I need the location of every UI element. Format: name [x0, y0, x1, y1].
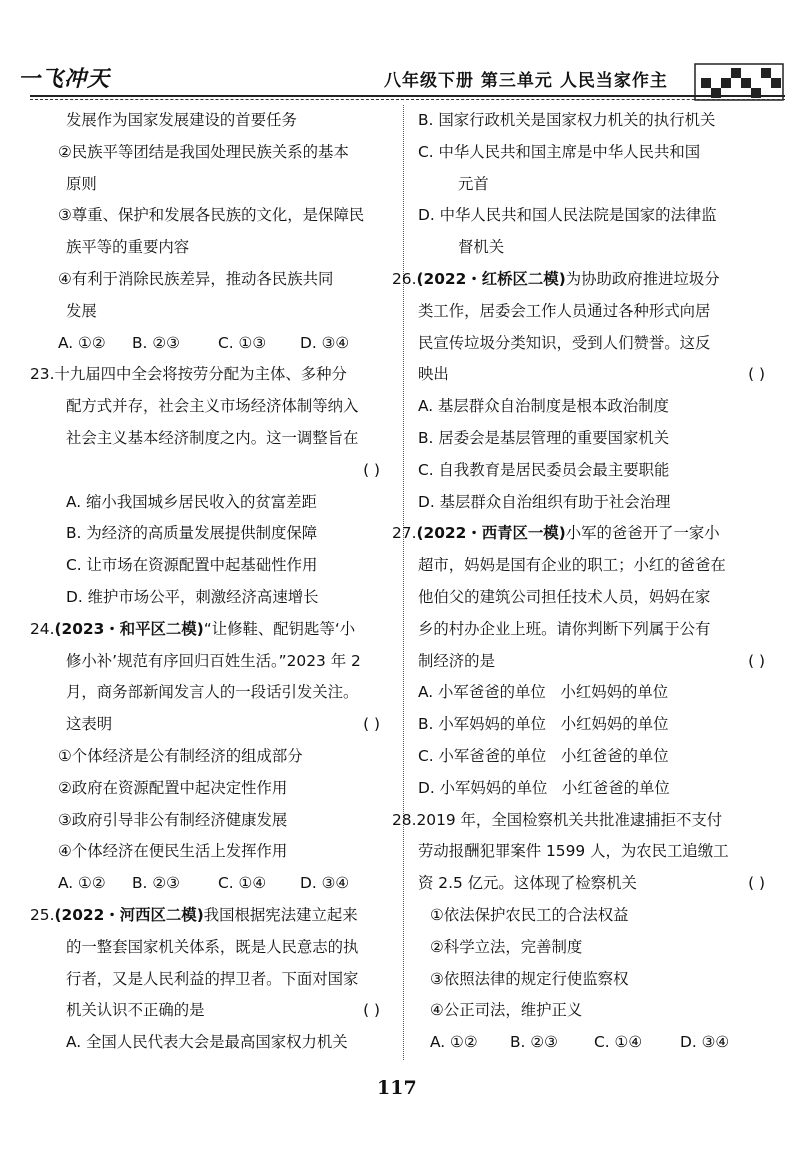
- statement-4: ④个体经济在便民生活上发挥作用: [58, 842, 288, 861]
- question-stem: 2019 年，全国检察机关共批准逮捕拒不支付: [416, 810, 723, 829]
- header-dashed-rule: [30, 99, 785, 100]
- option-a: A. 全国人民代表大会是最高国家权力机关: [66, 1033, 348, 1052]
- question-number: 24.: [30, 619, 55, 638]
- source-tag: (2022・西青区一模): [416, 524, 566, 543]
- question-stem-line: 映出: [418, 365, 449, 384]
- question-stem-line: 月，商务部新闻发言人的一段话引发关注。: [66, 683, 359, 702]
- answer-choice: D. ③④: [300, 333, 350, 352]
- q28-answer-choices: [418, 1027, 773, 1059]
- answer-choice: C. ①③: [218, 333, 267, 352]
- question-23: [30, 359, 388, 613]
- option-d: D. 基层群众自治组织有助于社会治理: [418, 492, 671, 511]
- q22-option-3-cont: 族平等的重要内容: [66, 238, 190, 257]
- question-stem-line: 超市，妈妈是国有企业的职工；小红的爸爸在: [418, 556, 726, 575]
- question-stem-line: 这表明: [66, 715, 113, 734]
- answer-bracket: ( ): [363, 460, 380, 479]
- question-stem-line: 他伯父的建筑公司担任技术人员，妈妈在家: [418, 587, 711, 606]
- question-stem-line: 行者，又是人民利益的捍卫者。下面对国家: [66, 969, 359, 988]
- question-stem: 我国根据宪法建立起来: [203, 905, 358, 924]
- q22-line: 发展作为国家发展建设的首要任务: [66, 111, 297, 129]
- option-c-cont: 元首: [458, 174, 489, 193]
- option-a: A. 小军爸爸的单位 小红妈妈的单位: [418, 683, 669, 702]
- question-stem: 小军的爸爸开了一家小: [565, 524, 720, 543]
- option-c: C. 让市场在资源配置中起基础性作用: [66, 556, 318, 575]
- question-stem-line: 配方式并存，社会主义市场经济体制等纳入: [66, 397, 359, 416]
- source-tag: (2022・红桥区二模): [416, 269, 566, 288]
- statement-2: ②科学立法，完善制度: [430, 937, 583, 956]
- answer-choice: D. ③④: [300, 874, 350, 893]
- question-stem-line: 制经济的是: [418, 651, 495, 670]
- option-c: C. 中华人民共和国主席是中华人民共和国: [418, 142, 701, 161]
- header-rule: [30, 95, 785, 97]
- answer-bracket: ( ): [363, 715, 380, 734]
- statement-2: ②政府在资源配置中起决定性作用: [58, 778, 288, 797]
- answer-bracket: ( ): [363, 1001, 380, 1020]
- statement-1: ①个体经济是公有制经济的组成部分: [58, 746, 303, 765]
- answer-choice: B. ②③: [132, 874, 180, 893]
- answer-choice: C. ①④: [594, 1033, 643, 1052]
- question-stem-line: 机关认识不正确的是: [66, 1001, 205, 1020]
- q22-answer-choices: [30, 328, 388, 360]
- answer-choice: D. ③④: [680, 1033, 730, 1052]
- option-a: A. 缩小我国城乡居民收入的贫富差距: [66, 492, 317, 511]
- question-stem: 为协助政府推进垃圾分: [565, 269, 720, 288]
- question-stem-line: 修小补’规范有序回归百姓生活。”2023 年 2: [66, 651, 361, 670]
- q24-answer-choices: [30, 868, 388, 900]
- option-b: B. 国家行政机关是国家权力机关的执行机关: [418, 111, 716, 129]
- answer-choice: A. ①②: [430, 1033, 478, 1052]
- answer-bracket: ( ): [748, 651, 765, 670]
- question-stem: “让修鞋、配钥匙等‘小: [203, 619, 356, 638]
- question-27: [392, 518, 773, 804]
- question-number: 25.: [30, 905, 55, 924]
- right-column: [392, 105, 773, 1059]
- answer-bracket: ( ): [748, 874, 765, 893]
- question-number: 23.: [30, 365, 55, 384]
- page-header: [0, 0, 800, 105]
- column-divider: [403, 105, 404, 1060]
- source-tag: (2023・和平区二模): [54, 619, 204, 638]
- question-28: [392, 805, 773, 1059]
- option-b: B. 为经济的高质量发展提供制度保障: [66, 524, 318, 543]
- question-22-continued: [30, 105, 388, 359]
- question-stem-line: 民宣传垃圾分类知识，受到人们赞誉。这反: [418, 333, 711, 352]
- question-stem-line: 资 2.5 亿元。这体现了检察机关: [418, 874, 637, 893]
- statement-3: ③依照法律的规定行使监察权: [430, 969, 629, 988]
- option-d: D. 小军妈妈的单位 小红爸爸的单位: [418, 778, 670, 797]
- source-tag: (2022・河西区二模): [54, 905, 204, 924]
- q22-option-2: ②民族平等团结是我国处理民族关系的基本: [58, 142, 349, 161]
- question-26: [392, 264, 773, 518]
- answer-choice: B. ②③: [132, 333, 180, 352]
- question-stem: 十九届四中全会将按劳分配为主体、多种分: [54, 365, 347, 384]
- option-c: C. 小军爸爸的单位 小红爸爸的单位: [418, 746, 669, 765]
- question-number: 26.: [392, 269, 417, 288]
- q22-option-3: ③尊重、保护和发展各民族的文化，是保障民: [58, 206, 365, 225]
- answer-choice: C. ①④: [218, 874, 267, 893]
- q22-option-4-cont: 发展: [66, 301, 97, 320]
- page-number: 117: [377, 1077, 417, 1099]
- question-stem-line: 劳动报酬犯罪案件 1599 人，为农民工追缴工: [418, 842, 729, 861]
- statement-1: ①依法保护农民工的合法权益: [430, 905, 629, 924]
- answer-choice: A. ①②: [58, 874, 106, 893]
- option-d-cont: 督机关: [458, 238, 505, 257]
- answer-choice: A. ①②: [58, 333, 106, 352]
- unit-title: 八年级下册 第三单元 人民当家作主: [384, 71, 668, 91]
- question-number: 27.: [392, 524, 417, 543]
- question-number: 28.: [392, 810, 417, 829]
- option-b: B. 小军妈妈的单位 小红妈妈的单位: [418, 715, 669, 734]
- question-stem-line: 的一整套国家机关体系，既是人民意志的执: [66, 937, 359, 956]
- q22-option-2-cont: 原则: [66, 174, 97, 193]
- option-b: B. 居委会是基层管理的重要国家机关: [418, 428, 670, 447]
- option-c: C. 自我教育是居民委员会最主要职能: [418, 460, 670, 479]
- brand-logo: 一飞冲天: [18, 66, 111, 92]
- option-a: A. 基层群众自治制度是根本政治制度: [418, 397, 669, 416]
- statement-4: ④公正司法，维护正义: [430, 1001, 583, 1020]
- question-stem-line: 类工作，居委会工作人员通过各种形式向居: [418, 301, 711, 320]
- statement-3: ③政府引导非公有制经济健康发展: [58, 810, 288, 829]
- question-25-continued: [418, 105, 773, 264]
- option-d: D. 中华人民共和国人民法院是国家的法律监: [418, 206, 717, 225]
- q22-option-4: ④有利于消除民族差异，推动各民族共同: [58, 269, 334, 288]
- option-d: D. 维护市场公平，刺激经济高速增长: [66, 587, 319, 606]
- question-24: [30, 614, 388, 900]
- question-stem-line: 社会主义基本经济制度之内。这一调整旨在: [66, 428, 359, 447]
- left-column: [30, 105, 388, 1059]
- answer-choice: B. ②③: [510, 1033, 558, 1052]
- question-stem-line: 乡的村办企业上班。请你判断下列属于公有: [418, 619, 711, 638]
- question-25: [30, 900, 388, 1059]
- answer-bracket: ( ): [748, 365, 765, 384]
